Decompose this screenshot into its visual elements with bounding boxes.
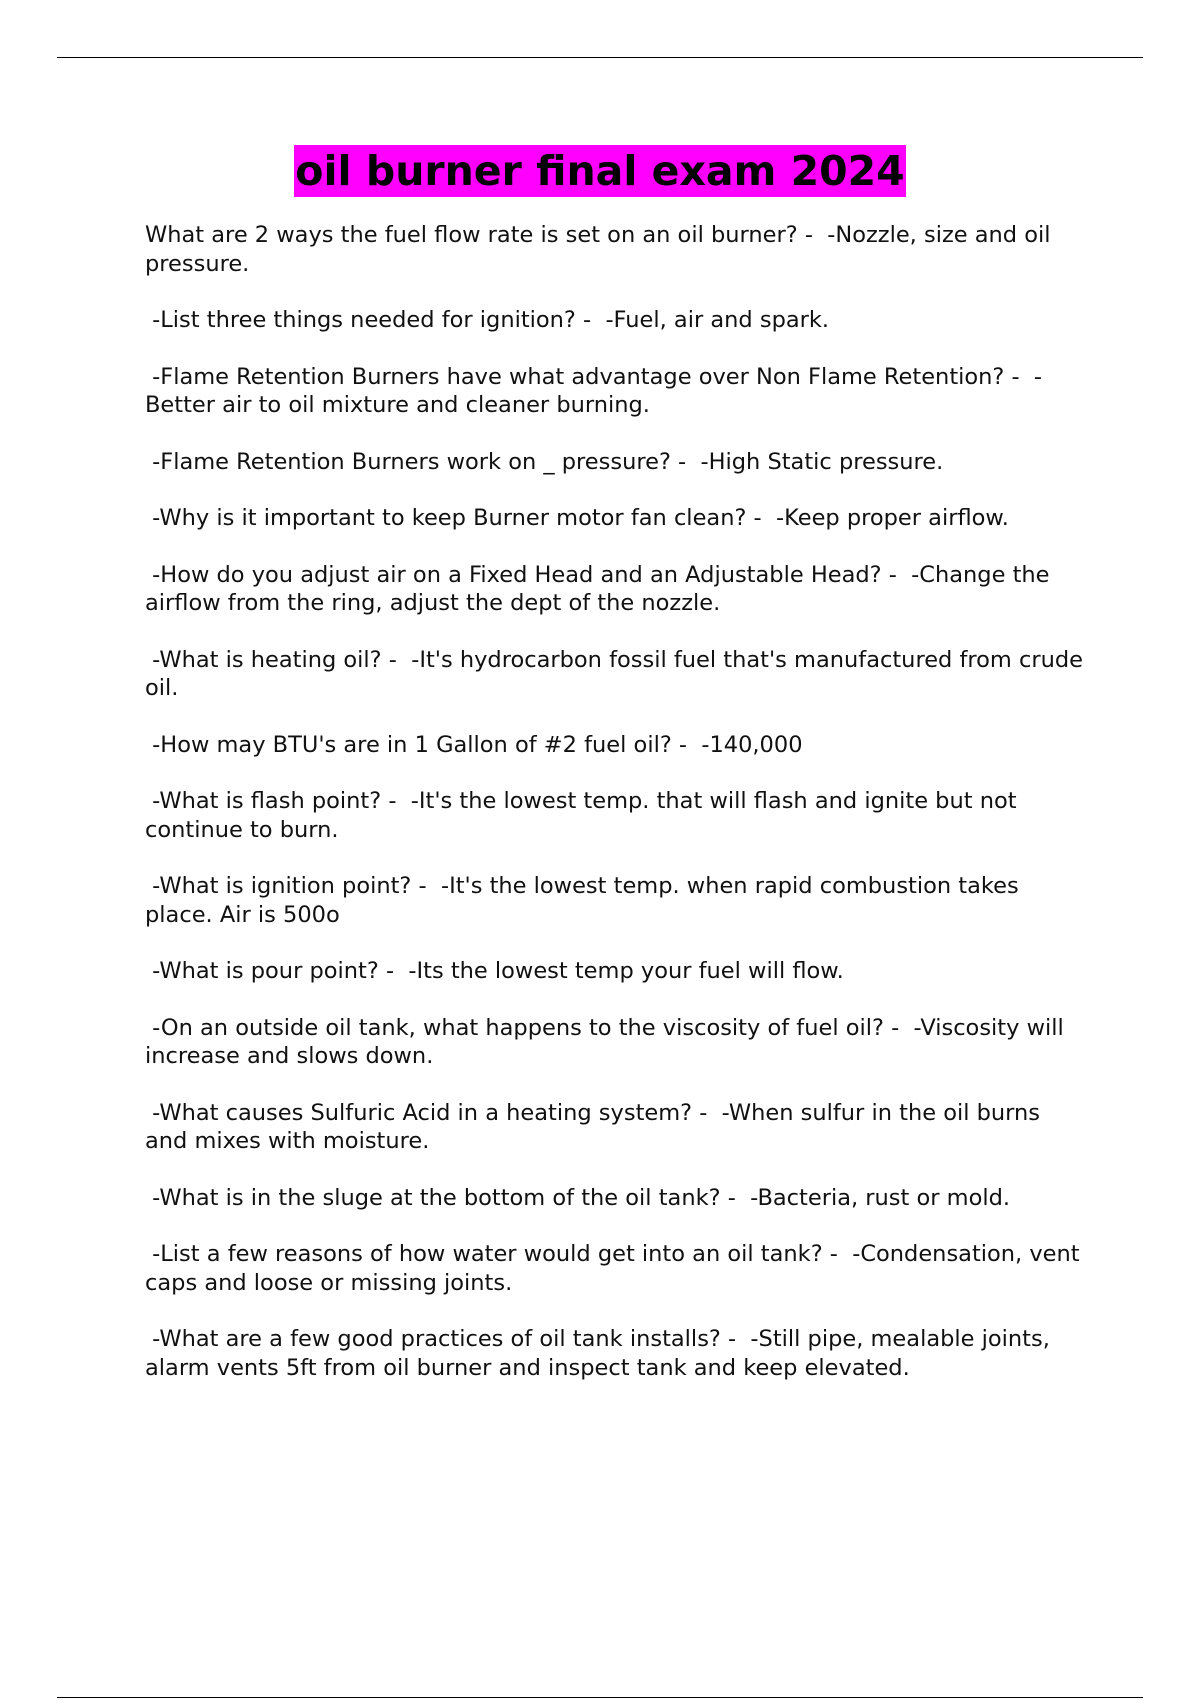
question-item: -How may BTU's are in 1 Gallon of #2 fuel oil? - -140,000: [145, 731, 803, 758]
question-item: -Flame Retention Burners work on _ pressure? - -High Static pressure.: [145, 448, 944, 475]
question-item: -On an outside oil tank, what happens to the viscosity of fuel oil? - -Viscosity will increase and slows down.: [145, 1014, 1071, 1069]
title-block: [0, 145, 1200, 197]
bottom-rule: [57, 1697, 1143, 1698]
question-item: -What causes Sulfuric Acid in a heating system? - -When sulfur in the oil burns and mixes with moisture.: [145, 1099, 1048, 1154]
question-item: What are 2 ways the fuel flow rate is set on an oil burner? - -Nozzle, size and oil pressure.: [145, 222, 1058, 277]
question-item: -Flame Retention Burners have what advantage over Non Flame Retention? - -Better air to oil mixture and cleaner burning.: [145, 363, 1043, 418]
question-item: -List three things needed for ignition? - -Fuel, air and spark.: [145, 307, 830, 333]
question-item: -What is in the sluge at the bottom of the oil tank? - -Bacteria, rust or mold.: [145, 1184, 1011, 1211]
question-item: -What is ignition point? - -It's the lowest temp. when rapid combustion takes place. Air is 500o: [145, 873, 1026, 928]
question-item: -What is heating oil? - -It's hydrocarbon fossil fuel that's manufactured from crude oil.: [145, 646, 1091, 701]
document-title: oil burner final exam 2024: [295, 147, 905, 195]
question-item: -What are a few good practices of oil tank installs? - -Still pipe, mealable joints, alarm vents 5ft from oil burner and inspect tank and keep elevated.: [145, 1326, 1058, 1381]
question-item: -Why is it important to keep Burner motor fan clean? - -Keep proper airflow.: [145, 505, 1009, 531]
question-item: -What is pour point? - -Its the lowest temp your fuel will flow.: [145, 958, 844, 984]
question-item: -What is flash point? - -It's the lowest temp. that will flash and ignite but not continue to burn.: [145, 788, 1024, 843]
question-list: [145, 221, 1091, 1410]
question-item: -List a few reasons of how water would get into an oil tank? - -Condensation, vent caps and loose or missing joints.: [145, 1241, 1087, 1296]
top-rule: [57, 57, 1143, 58]
question-item: -How do you adjust air on a Fixed Head and an Adjustable Head? - -Change the airflow from the ring, adjust the dept of the nozzle.: [145, 561, 1057, 616]
